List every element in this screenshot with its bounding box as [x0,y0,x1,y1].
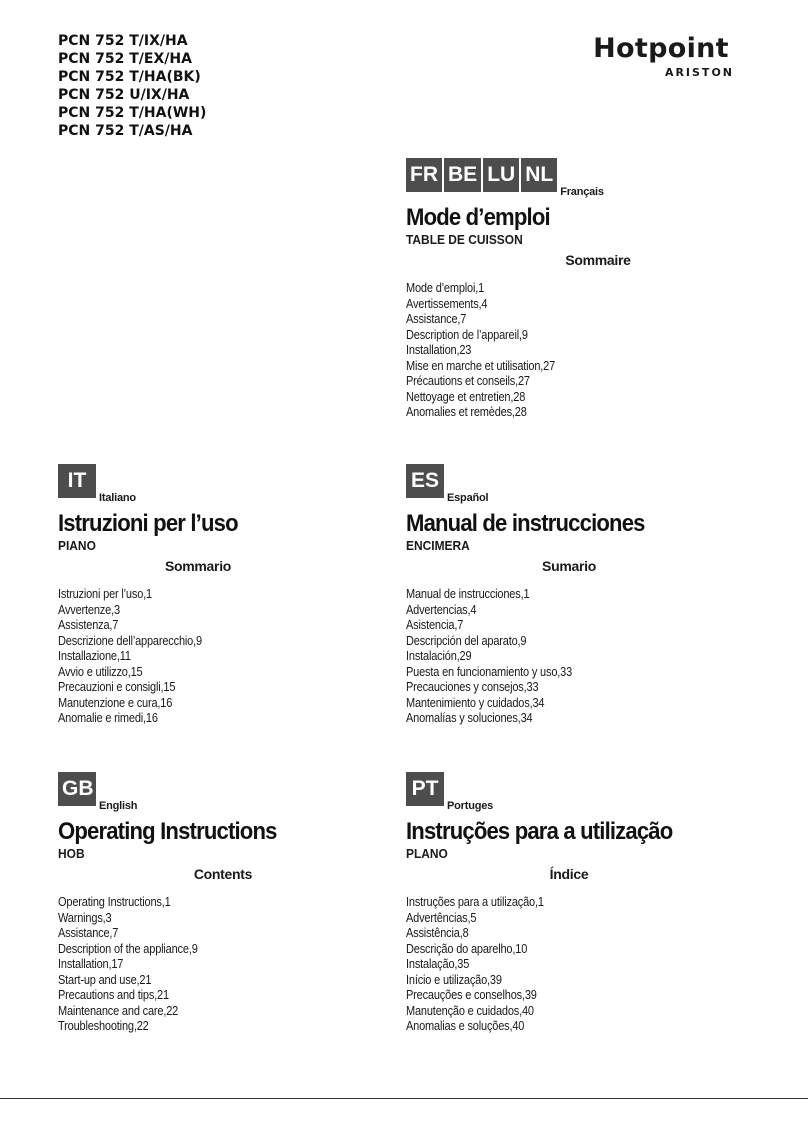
section-subtitle: ENCIMERA [406,538,470,553]
model-code: PCN 752 T/AS/HA [58,123,193,139]
language-flags [58,772,388,812]
flag-badge-es: ES [406,464,444,498]
toc-item: Manual de instrucciones,1 [406,587,530,601]
toc-item: Istruzioni per l’uso,1 [58,587,152,601]
toc-item: Avvio e utilizzo,15 [58,664,143,679]
contents-heading: Sommario [164,558,232,574]
section-fr [406,158,736,421]
toc-item: Anomalie e rimedi,16 [58,711,158,725]
section-pt [406,772,736,1035]
toc-item: Puesta en funcionamiento y uso,33 [406,664,573,679]
language-flags [406,158,736,198]
toc-item: Nettoyage et entretien,28 [406,389,526,404]
language-flags [406,772,736,812]
toc-item: Descripción del aparato,9 [406,633,527,648]
flag-badge-pt: PT [406,772,444,806]
model-code: PCN 752 U/IX/HA [58,87,190,103]
toc-item: Descrição do aparelho,10 [406,941,528,956]
section-title: Istruzioni per l’uso [58,510,238,537]
language-flags [58,464,388,504]
model-code: PCN 752 T/IX/HA [58,33,188,49]
toc-item: Assistance,7 [406,312,467,326]
toc-item: Manutenção e cuidados,40 [406,1003,534,1018]
toc-item: Advertencias,4 [406,602,477,617]
toc-item: Advertências,5 [406,910,477,925]
flag-badge-lu: LU [483,158,519,192]
toc-item: Manutenzione e cura,16 [58,695,173,710]
toc-item: Anomalies et remèdes,28 [406,405,527,419]
table-of-contents [406,281,736,421]
section-subtitle: HOB [58,846,85,861]
language-flags [406,464,736,504]
section-subtitle: PLANO [406,846,448,861]
language-name: Français [560,186,604,198]
toc-item: Descrizione dell’apparecchio,9 [58,633,202,648]
language-name: English [99,800,138,812]
toc-item: Precauciones y consejos,33 [406,680,539,694]
toc-item: Avertissements,4 [406,296,488,311]
brand-name: Hotpoint [593,33,729,64]
section-title: Manual de instrucciones [406,510,645,537]
toc-item: Description de l’appareil,9 [406,327,528,342]
toc-item: Início e utilização,39 [406,972,502,987]
language-name: Español [447,492,489,504]
toc-item: Operating Instructions,1 [58,895,171,909]
section-es [406,464,736,727]
toc-item: Assistência,8 [406,926,469,940]
table-of-contents [406,587,736,727]
toc-item: Start-up and use,21 [58,972,152,987]
toc-item: Troubleshooting,22 [58,1019,149,1033]
section-it [58,464,388,727]
contents-heading: Índice [549,866,589,882]
toc-item: Precautions and tips,21 [58,988,169,1002]
toc-item: Description of the appliance,9 [58,941,198,956]
toc-item: Maintenance and care,22 [58,1003,179,1018]
table-of-contents [58,587,388,727]
flag-badge-be: BE [444,158,481,192]
section-title: Operating Instructions [58,818,277,845]
toc-item: Mantenimiento y cuidados,34 [406,695,545,710]
toc-item: Installation,17 [58,957,124,971]
language-name: Italiano [99,492,136,504]
toc-item: Précautions et conseils,27 [406,374,530,388]
contents-heading: Sommaire [565,252,631,268]
toc-item: Mise en marche et utilisation,27 [406,358,556,373]
toc-item: Installazione,11 [58,649,131,663]
toc-item: Precauções e conselhos,39 [406,988,537,1002]
toc-item: Assistance,7 [58,926,119,940]
toc-item: Instalación,29 [406,649,472,663]
brand-subname: ARISTON [664,66,734,79]
model-code: PCN 752 T/HA(BK) [58,69,201,85]
toc-item: Anomalías y soluciones,34 [406,711,533,725]
toc-item: Mode d’emploi,1 [406,281,485,295]
flag-badge-fr: FR [406,158,442,192]
brand-logo [586,34,736,79]
section-subtitle: PIANO [58,538,96,553]
footer-divider [0,1098,808,1099]
section-subtitle: TABLE DE CUISSON [406,232,523,247]
toc-item: Avvertenze,3 [58,602,120,617]
toc-item: Anomalias e soluções,40 [406,1019,525,1033]
toc-item: Installation,23 [406,343,472,357]
toc-item: Assistenza,7 [58,618,119,632]
section-title: Instruções para a utilização [406,818,673,845]
section-title: Mode d’emploi [406,204,550,231]
model-code: PCN 752 T/EX/HA [58,51,192,67]
table-of-contents [58,895,388,1035]
model-code: PCN 752 T/HA(WH) [58,105,207,121]
language-name: Portuges [447,800,494,812]
flag-badge-gb: GB [58,772,96,806]
toc-item: Precauzioni e consigli,15 [58,680,176,694]
flag-badge-it: IT [58,464,96,498]
contents-heading: Contents [193,866,253,882]
toc-item: Asistencia,7 [406,618,464,632]
toc-item: Warnings,3 [58,910,112,925]
toc-item: Instruções para a utilização,1 [406,895,544,909]
section-gb [58,772,388,1035]
contents-heading: Sumario [542,558,596,574]
flag-badge-nl: NL [521,158,557,192]
toc-item: Instalação,35 [406,957,470,971]
table-of-contents [406,895,736,1035]
model-list [58,32,206,140]
